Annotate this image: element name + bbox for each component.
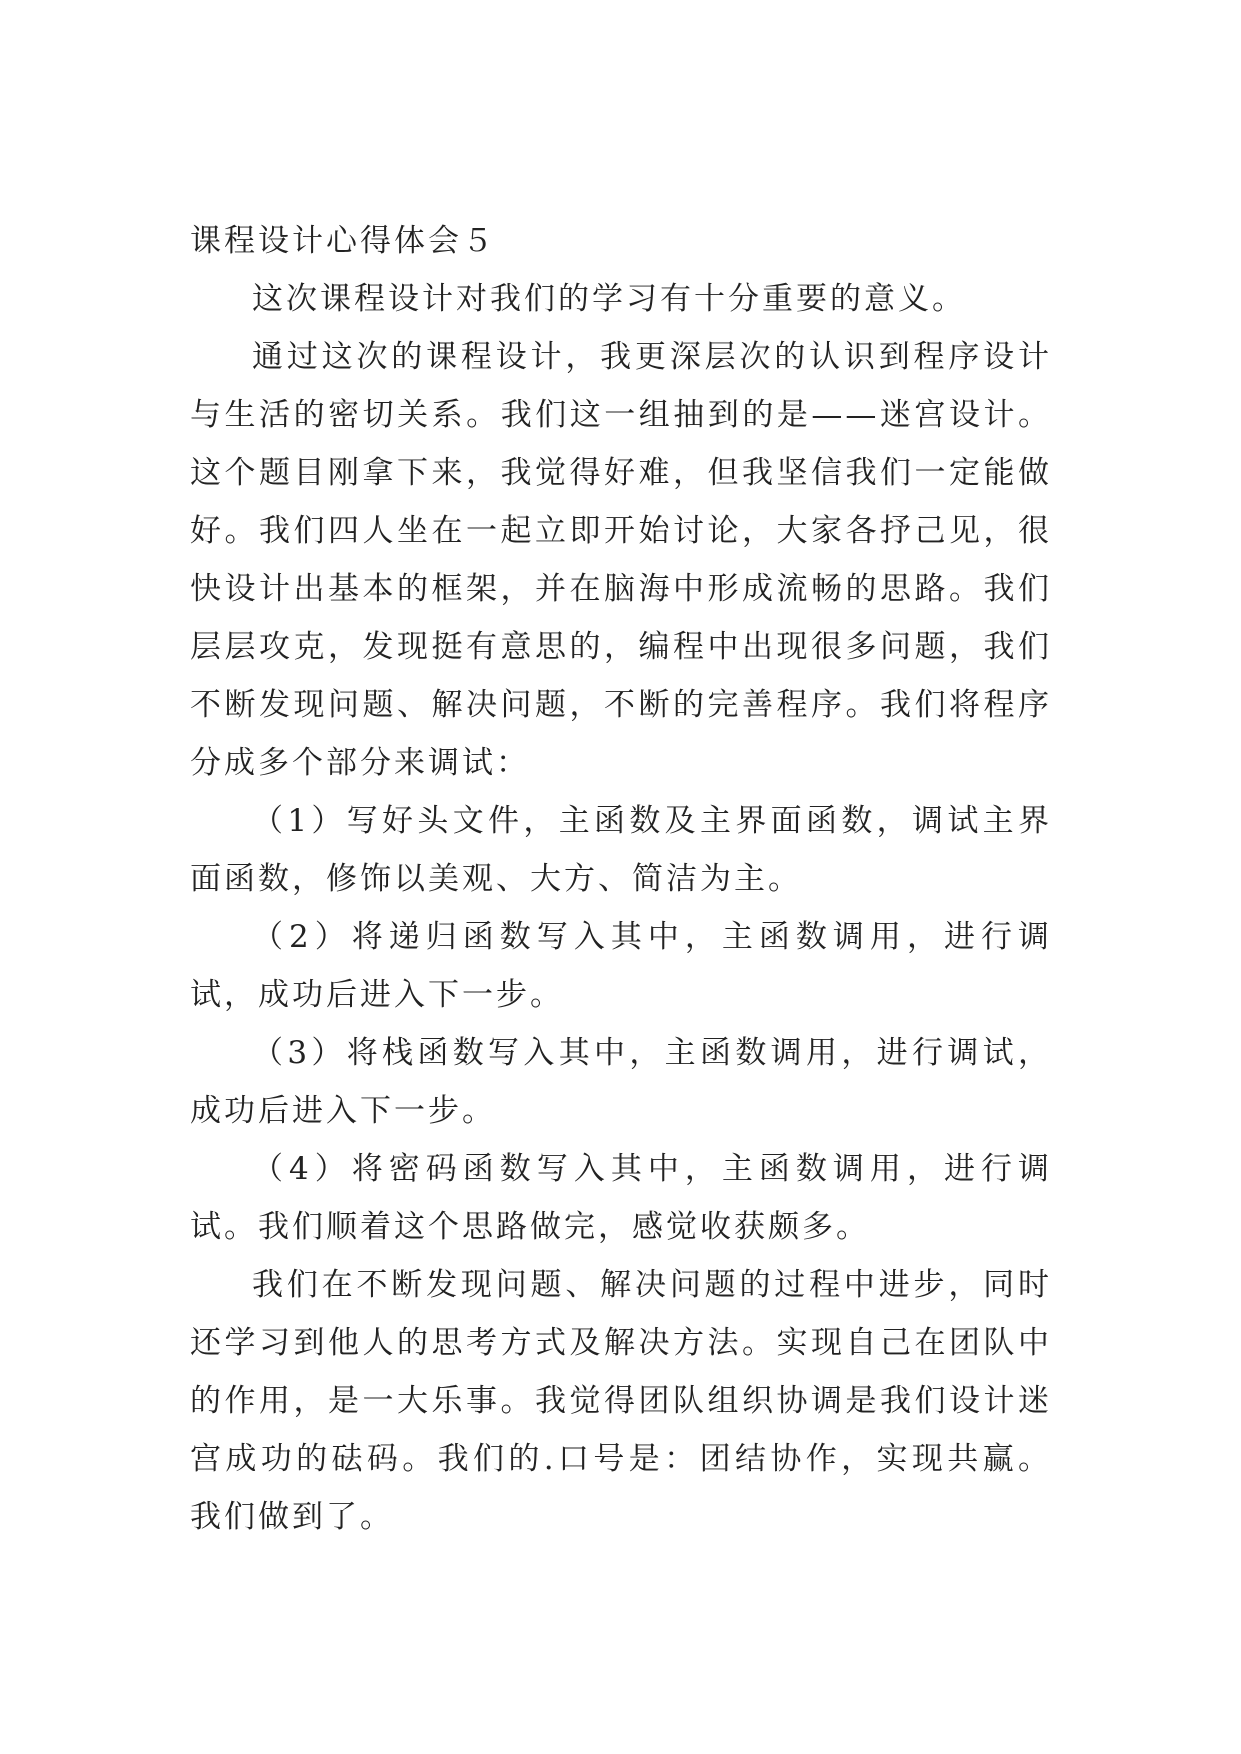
paragraph-process: 通过这次的课程设计，我更深层次的认识到程序设计与生活的密切关系。我们这一组抽到的是——迷宫设计。这个题目刚拿下来，我觉得好难，但我坚信我们一定能做好。我们四人坐在一起立即开始讨论，大家各抒己见，很快设计出基本的框架，并在脑海中形成流畅的思路。我们层层攻克，发现挺有意思的，编程中出现很多问题，我们不断发现问题、解决问题，不断的完善程序。我们将程序分成多个部分来调试： — [190, 339, 1052, 781]
paragraph-conclusion: 我们在不断发现问题、解决问题的过程中进步，同时还学习到他人的思考方式及解决方法。实现自己在团队中的作用，是一大乐事。我觉得团队组织协调是我们设计迷宫成功的砝码。我们的.口号是：团结协作，实现共赢。我们做到了。 — [190, 1267, 1052, 1535]
document-title: 课程设计心得体会５ — [190, 223, 496, 259]
paragraph-step-4: （4）将密码函数写入其中，主函数调用，进行调试。我们顺着这个思路做完，感觉收获颇多。 — [190, 1151, 1052, 1245]
paragraph-step-1: （1）写好头文件，主函数及主界面函数，调试主界面函数，修饰以美观、大方、简洁为主。 — [190, 803, 1052, 897]
document-body — [190, 212, 1052, 1546]
paragraph-intro: 这次课程设计对我们的学习有十分重要的意义。 — [252, 281, 966, 317]
paragraph-step-3: （3）将栈函数写入其中，主函数调用，进行调试，成功后进入下一步。 — [190, 1035, 1052, 1129]
paragraph-step-2: （2）将递归函数写入其中，主函数调用，进行调试，成功后进入下一步。 — [190, 919, 1052, 1013]
